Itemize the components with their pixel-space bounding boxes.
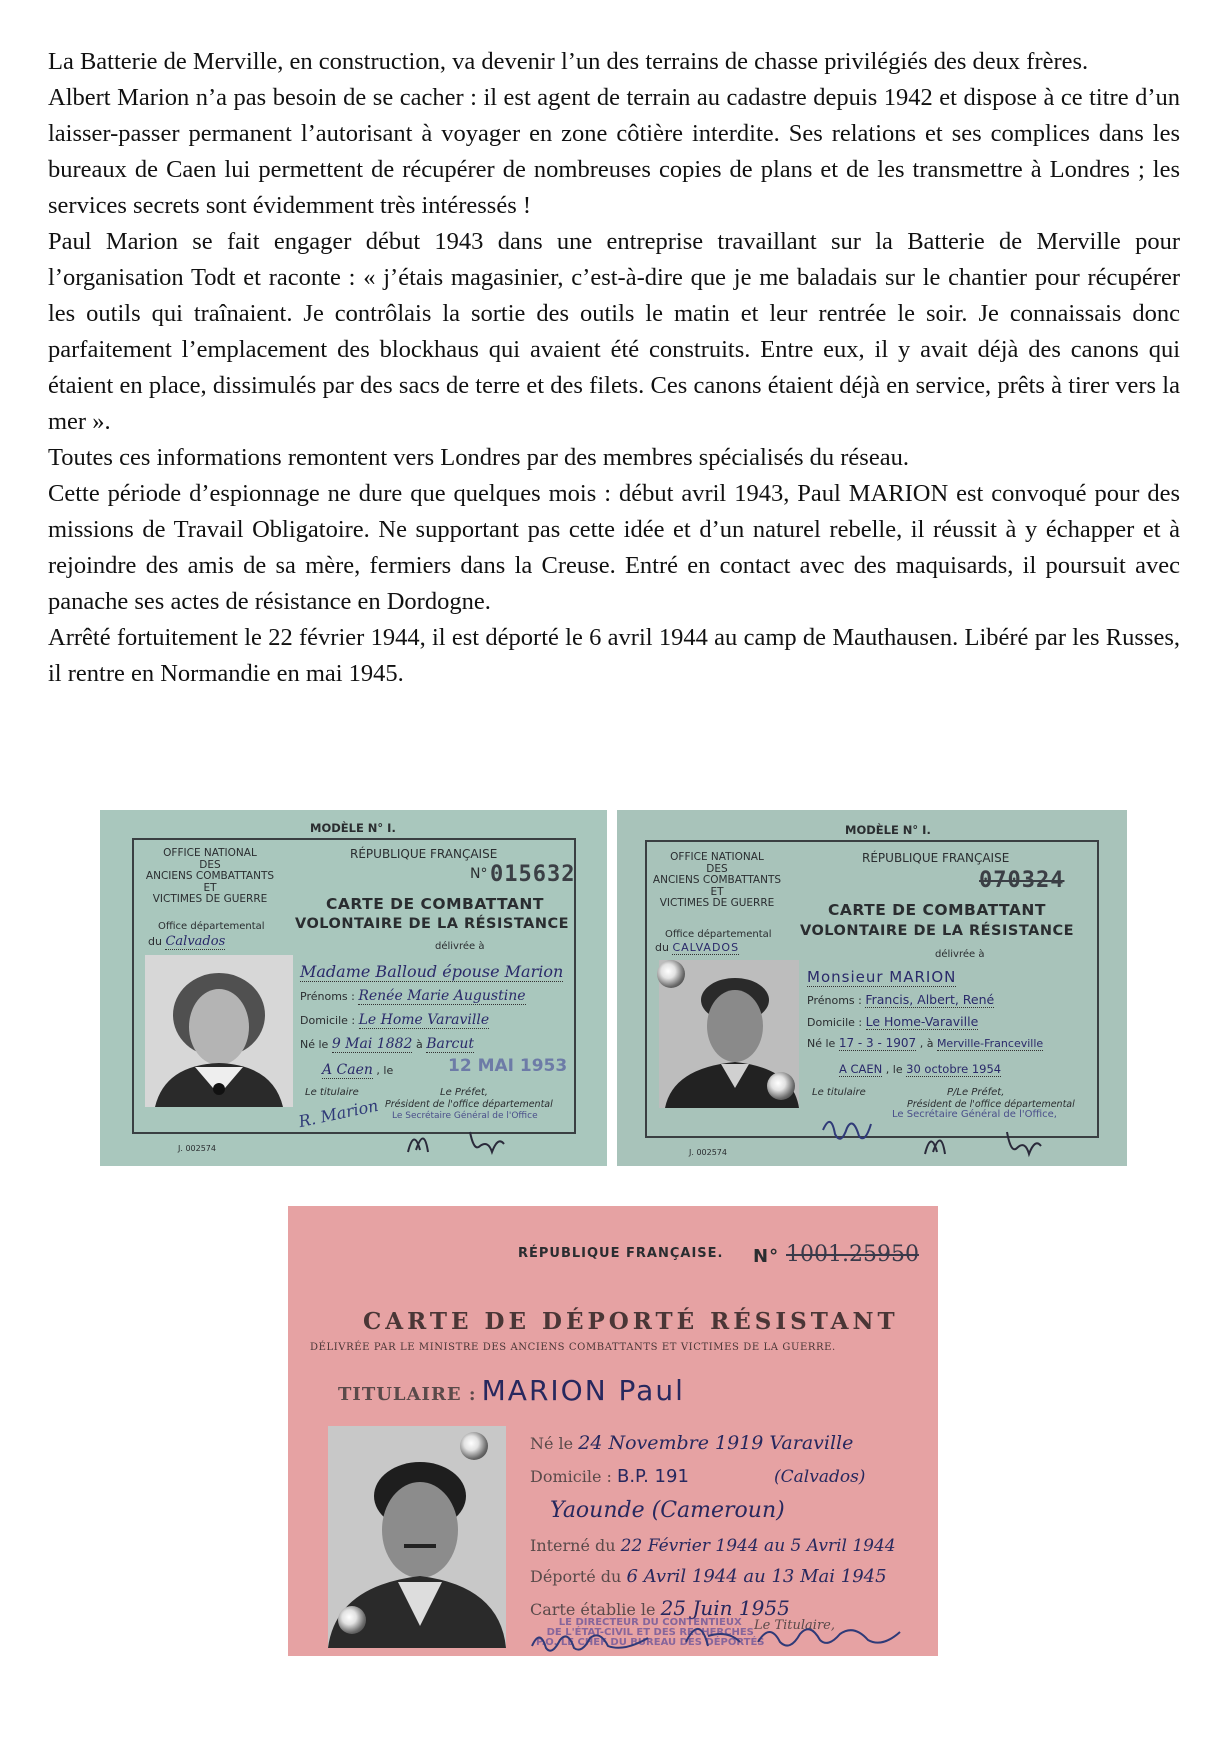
name-value: Monsieur MARION bbox=[807, 968, 957, 986]
issue-date: 30 octobre 1954 bbox=[906, 1062, 1002, 1076]
paragraph-4: Toutes ces informations remontent vers Londres par des membres spécialisés du réseau. bbox=[48, 444, 909, 471]
delivered-to: délivrée à bbox=[935, 949, 985, 960]
rivet-icon bbox=[460, 1432, 488, 1460]
domicile-row: Domicile : Le Home-Varaville bbox=[807, 1014, 979, 1029]
card-number-label: N° bbox=[753, 1246, 780, 1267]
prefet-label: P/Le Préfet, bbox=[947, 1087, 1005, 1098]
birth-value: 9 Mai 1882 bbox=[331, 1036, 413, 1052]
carte-value: 25 Juin 1955 bbox=[660, 1596, 790, 1620]
director-signature bbox=[528, 1626, 668, 1656]
office-dept: du Calvados bbox=[148, 934, 226, 949]
holder-signature bbox=[678, 1612, 908, 1656]
date-stamp: 12 MAI 1953 bbox=[448, 1056, 568, 1076]
issue-place: A CAEN bbox=[839, 1062, 883, 1076]
name-value: Madame Balloud épouse Marion bbox=[300, 962, 564, 981]
card-title-1: CARTE DE COMBATTANT bbox=[828, 901, 1046, 919]
card-title: CARTE DE DÉPORTÉ RÉSISTANT bbox=[363, 1308, 899, 1335]
prenoms-row: Prénoms : Francis, Albert, René bbox=[807, 992, 995, 1007]
office-dept: du CALVADOS bbox=[655, 941, 740, 954]
dept-value: CALVADOS bbox=[672, 941, 740, 954]
deportee-card-paul bbox=[288, 1206, 938, 1656]
prefect-signature bbox=[917, 1124, 1067, 1160]
director-stamp: LE DIRECTEUR DU CONTENTIEUX DE L'ÉTAT-CIVIL ET DES RECHERCHES P.O. LE CHEF DU BUREAU DES DÉPORTÉS bbox=[536, 1617, 765, 1648]
rivet-icon bbox=[338, 1606, 366, 1634]
birth-value: 17 - 3 - 1907 bbox=[838, 1036, 917, 1050]
holder-name bbox=[807, 968, 956, 986]
delivered-to: délivrée à bbox=[435, 941, 485, 952]
holder-signature bbox=[817, 1110, 877, 1150]
birth-row: Né le 24 Novembre 1919 Varaville bbox=[530, 1432, 854, 1454]
domicile-row-2 bbox=[550, 1498, 785, 1523]
office-dept-label: Office départemental bbox=[665, 929, 772, 940]
carte-row: Carte établie le 25 Juin 1955 bbox=[530, 1596, 790, 1620]
card-number: 1001.25950 bbox=[786, 1242, 919, 1267]
combatant-card-albert bbox=[617, 810, 1127, 1166]
secretaire-label: Le Secrétaire Général de l'Office, bbox=[892, 1109, 1057, 1120]
titulaire-label: Le titulaire bbox=[305, 1087, 359, 1098]
domicile-value: B.P. 191 bbox=[616, 1466, 689, 1487]
prefect-signature bbox=[400, 1122, 540, 1158]
issue-row: A Caen , le bbox=[322, 1062, 394, 1078]
office-dept-label: Office départemental bbox=[158, 921, 265, 932]
republic-label: RÉPUBLIQUE FRANÇAISE bbox=[862, 851, 1010, 865]
titulaire-sig-label: Le Titulaire, bbox=[754, 1618, 835, 1633]
paragraph-5: Cette période d’espionnage ne dure que quelques mois : début avril 1943, Paul MARION est convoqué pour des missions de Travail Obligatoire. Ne supportant pas cette idée et d’un naturel rebelle, il réussit à y échapper et à rejoindre des amis de sa mère, fermiers dans la Creuse. Entré en contact avec des maquisards, il poursuit avec panache ses actes de résistance en Dordogne. bbox=[48, 480, 1180, 615]
card-model: MODÈLE N° I. bbox=[310, 821, 396, 835]
birth-value: 24 Novembre 1919 Varaville bbox=[578, 1432, 854, 1454]
card-number: 015632 bbox=[490, 862, 576, 887]
birth-row: Né le 17 - 3 - 1907 , à Merville-Franceville bbox=[807, 1036, 1044, 1050]
office-name: OFFICE NATIONAL DES ANCIENS COMBATTANTS ET VICTIMES DE GUERRE bbox=[652, 851, 782, 909]
body-text bbox=[48, 44, 1180, 692]
issue-place: A Caen bbox=[322, 1062, 373, 1078]
card-number-prefix: N° bbox=[470, 866, 488, 882]
domicile-row: Domicile : Le Home Varaville bbox=[300, 1012, 490, 1028]
birthplace-value: Merville-Franceville bbox=[936, 1037, 1044, 1050]
holder-signature: R. Marion bbox=[296, 1095, 380, 1132]
prenoms-row: Prénoms : Renée Marie Augustine bbox=[300, 988, 526, 1004]
paragraph-6: Arrêté fortuitement le 22 février 1944, il est déporté le 6 avril 1944 au camp de Mauthausen. Libéré par les Russes, il rentre en Normandie en mai 1945. bbox=[48, 624, 1180, 687]
deporte-value: 6 Avril 1944 au 13 Mai 1945 bbox=[626, 1566, 887, 1587]
card-number: 070324 bbox=[979, 868, 1065, 893]
portrait-woman bbox=[145, 955, 293, 1107]
titulaire-label: Le titulaire bbox=[812, 1087, 866, 1098]
card-model: MODÈLE N° I. bbox=[845, 823, 931, 837]
birthplace-value: Barcut bbox=[426, 1036, 474, 1052]
domicile-value: Le Home Varaville bbox=[358, 1012, 490, 1028]
secretaire-label: Le Secrétaire Général de l'Office bbox=[392, 1111, 538, 1121]
domicile-value: Le Home-Varaville bbox=[865, 1014, 979, 1029]
president-label: Président de l'office départemental bbox=[385, 1099, 553, 1110]
holder-name bbox=[300, 962, 563, 981]
rivet-icon bbox=[767, 1072, 795, 1100]
republic-label: RÉPUBLIQUE FRANÇAISE. bbox=[518, 1246, 724, 1261]
interne-row: Interné du 22 Février 1944 au 5 Avril 1944 bbox=[530, 1536, 896, 1556]
card-title-2: VOLONTAIRE DE LA RÉSISTANCE bbox=[295, 916, 569, 932]
prenoms-value: Francis, Albert, René bbox=[865, 992, 995, 1007]
titulaire-value: MARION Paul bbox=[481, 1374, 685, 1407]
republic-label: RÉPUBLIQUE FRANÇAISE bbox=[350, 847, 498, 861]
prefet-label: Le Préfet, bbox=[440, 1087, 488, 1098]
prenoms-value: Renée Marie Augustine bbox=[358, 988, 526, 1004]
deporte-row: Déporté du 6 Avril 1944 au 13 Mai 1945 bbox=[530, 1566, 887, 1587]
titulaire-row: TITULAIRE : MARION Paul bbox=[338, 1374, 685, 1407]
issue-row: A CAEN , le 30 octobre 1954 bbox=[839, 1062, 1002, 1076]
holder-photo bbox=[145, 955, 293, 1107]
interne-value: 22 Février 1944 au 5 Avril 1944 bbox=[620, 1536, 896, 1556]
dept-value: Calvados bbox=[165, 934, 226, 949]
paragraph-2: Albert Marion n’a pas besoin de se cacher : il est agent de terrain au cadastre depuis 1942 et dispose à ce titre d’un laisser-passer permanent l’autorisant à voyager en zone côtière interdite. Ses relations et ses complices dans les bureaux de Caen lui permettent de récupérer de nombreuses copies de plans et de les transmettre à Londres ; les services secrets sont évidemment très intéressés ! bbox=[48, 84, 1180, 219]
card-title-1: CARTE DE COMBATTANT bbox=[326, 895, 544, 913]
rivet-icon bbox=[657, 960, 685, 988]
combatant-card-renee bbox=[100, 810, 607, 1166]
paragraph-3: Paul Marion se fait engager début 1943 dans une entreprise travaillant sur la Batterie de Merville pour l’organisation Todt et raconte : « j’étais magasinier, c’est-à-dire que je me baladais sur le chantier pour récupérer les outils qui traînaient. Je contrôlais la sortie des outils le matin et leur rentrée le soir. Je connaissais donc parfaitement l’emplacement des blockhaus qui avaient été construits. Entre eux, il y avait déjà des canons qui étaient en place, dissimulés par des sacs de terre et des filets. Ces canons étaient déjà en service, prêts à tirer vers la mer ». bbox=[48, 228, 1180, 435]
domicile-value-2: Yaounde (Cameroun) bbox=[550, 1498, 785, 1523]
card-ref: J. 002574 bbox=[689, 1148, 727, 1157]
card-ref: J. 002574 bbox=[178, 1144, 216, 1153]
card-title-2: VOLONTAIRE DE LA RÉSISTANCE bbox=[800, 923, 1074, 939]
birth-row: Né le 9 Mai 1882 à Barcut bbox=[300, 1036, 474, 1052]
president-label: Président de l'office départemental bbox=[907, 1099, 1075, 1110]
domicile-region: (Calvados) bbox=[774, 1467, 866, 1487]
paragraph-1: La Batterie de Merville, en construction, va devenir l’un des terrains de chasse privilégiés des deux frères. bbox=[48, 48, 1089, 75]
domicile-row: Domicile : B.P. 191 (Calvados) bbox=[530, 1466, 866, 1487]
card-subtitle: DÉLIVRÉE PAR LE MINISTRE DES ANCIENS COMBATTANTS ET VICTIMES DE LA GUERRE. bbox=[310, 1342, 836, 1353]
office-name: OFFICE NATIONAL DES ANCIENS COMBATTANTS ET VICTIMES DE GUERRE bbox=[145, 847, 275, 905]
